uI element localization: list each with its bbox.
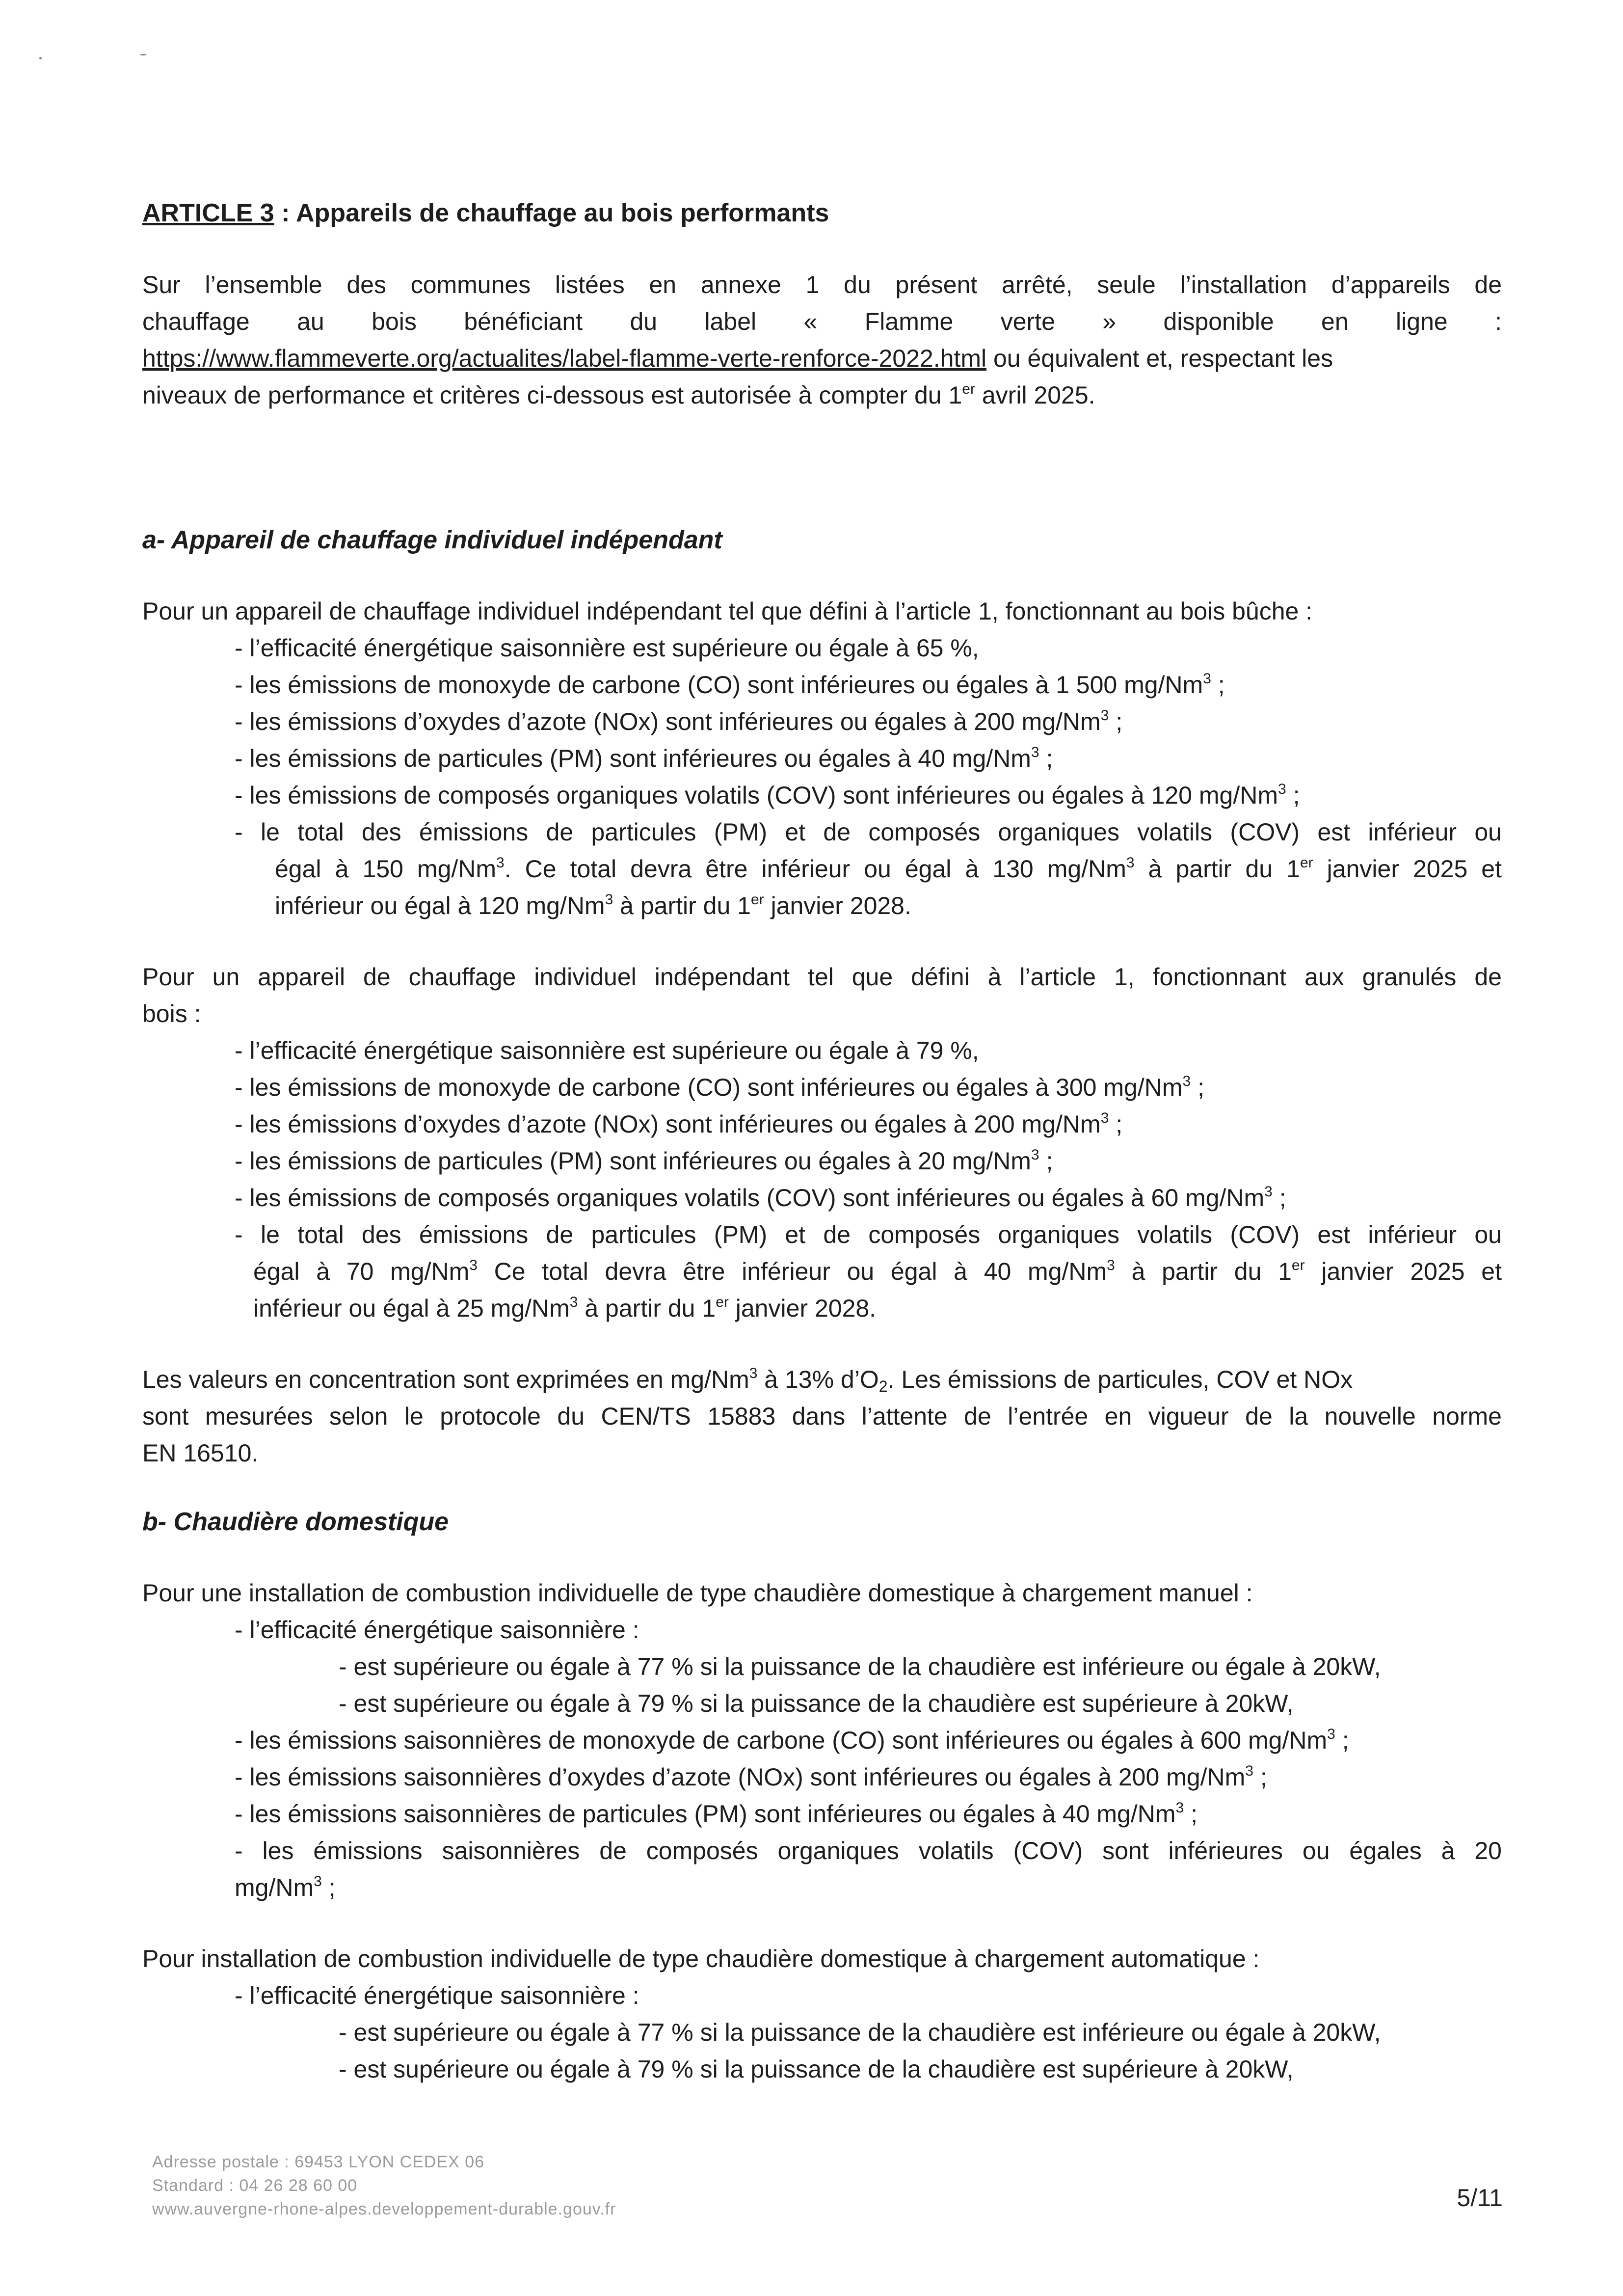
footer-website: www.auvergne-rhone-alpes.developpement-durable.gouv.fr xyxy=(152,2200,616,2218)
intro-line: niveaux de performance et critères ci-dessous est autorisée à compter du 1er avril 2025. xyxy=(142,381,1095,409)
list-item: - les émissions de particules (PM) sont inférieures ou égales à 20 mg/Nm$^3$ ; xyxy=(235,1147,1053,1175)
list-item: - l’efficacité énergétique saisonnière est supérieure ou égale à 65 %, xyxy=(235,634,979,662)
paragraph-line: Les valeurs en concentration sont exprimées en mg/Nm$^3$ à 13% $d’O_2$. Les émissions de particules, COV et NOx xyxy=(142,1365,1353,1395)
list-item: - les émissions d’oxydes d’azote (NOx) sont inférieures ou égales à 200 mg/Nm$^3$ ; xyxy=(235,707,1123,735)
list-item-continuation: inférieur ou égal à 25 mg/Nm$^3$ à partir du 1er janvier 2028. xyxy=(253,1294,877,1322)
list-item-continuation: égal à 150 mg/Nm$^3$. Ce total devra être inférieur ou égal à 130 mg/Nm$^3$ à partir du 1er janvier 2025 et xyxy=(275,855,1502,883)
list-item: - les émissions saisonnières d’oxydes d’azote (NOx) sont inférieures ou égales à 200 mg/Nm$^3$ ; xyxy=(235,1763,1267,1791)
sub-list-item: - est supérieure ou égale à 77 % si la puissance de la chaudière est inférieure ou égale à 20kW, xyxy=(339,2019,1381,2046)
list-item: - les émissions saisonnières de monoxyde de carbone (CO) sont inférieures ou égales à 600 mg/Nm$^3$ ; xyxy=(235,1726,1349,1754)
intro-line: https://www.flammeverte.org/actualites/label-flamme-verte-renforce-2022.html ou équivalent et, respectant les xyxy=(142,345,1333,372)
section-a-title: a- Appareil de chauffage individuel indépendant xyxy=(142,526,722,554)
list-item: - l’efficacité énergétique saisonnière : xyxy=(235,1616,639,1644)
list-item: - les émissions de particules (PM) sont inférieures ou égales à 40 mg/Nm$^3$ ; xyxy=(235,744,1053,772)
list-item-continuation: inférieur ou égal à 120 mg/Nm$^3$ à partir du 1er janvier 2028. xyxy=(275,891,911,919)
list-item-continuation: égal à 70 mg/Nm$^3$ Ce total devra être inférieur ou égal à 40 mg/Nm$^3$ à partir du 1er janvier 2025 et xyxy=(253,1257,1502,1285)
paragraph-line: Pour un appareil de chauffage individuel indépendant tel que défini à l’article 1, fonctionnant au bois bûche : xyxy=(142,597,1313,625)
list-item: - l’efficacité énergétique saisonnière est supérieure ou égale à 79 %, xyxy=(235,1037,979,1064)
paragraph-line: sont mesurées selon le protocole du CEN/TS 15883 dans l’attente de l’entrée en vigueur de la nouvelle norme xyxy=(142,1403,1502,1430)
scan-speck xyxy=(39,57,42,59)
list-item: - les émissions de composés organiques volatils (COV) sont inférieures ou égales à 120 mg/Nm$^3$ ; xyxy=(235,781,1300,809)
paragraph-line: bois : xyxy=(142,1000,201,1027)
list-item: - les émissions saisonnières de particules (PM) sont inférieures ou égales à 40 mg/Nm$^3$ ; xyxy=(235,1800,1197,1828)
intro-line: chauffage au bois bénéficiant du label « Flamme verte » disponible en ligne : xyxy=(142,308,1502,335)
paragraph-line: Pour une installation de combustion individuelle de type chaudière domestique à chargement manuel : xyxy=(142,1579,1253,1607)
list-item-continuation: mg/Nm$^3$ ; xyxy=(235,1873,336,1901)
scan-speck xyxy=(140,54,147,55)
paragraph-line: Pour un appareil de chauffage individuel indépendant tel que défini à l’article 1, fonctionnant aux granulés de xyxy=(142,963,1502,991)
list-item: - le total des émissions de particules (PM) et de composés organiques volatils (COV) est inférieur ou xyxy=(235,818,1502,846)
list-item: - les émissions saisonnières de composés organiques volatils (COV) sont inférieures ou égales à 20 xyxy=(235,1837,1502,1864)
section-b-title: b- Chaudière domestique xyxy=(142,1508,449,1536)
footer-phone: Standard : 04 26 28 60 00 xyxy=(152,2176,358,2195)
paragraph-line: Pour installation de combustion individuelle de type chaudière domestique à chargement automatique : xyxy=(142,1945,1260,1972)
list-item: - les émissions de monoxyde de carbone (CO) sont inférieures ou égales à 1 500 mg/Nm$^3$ ; xyxy=(235,671,1225,699)
page-number: 5/11 xyxy=(1457,2184,1503,2212)
list-item: - les émissions de monoxyde de carbone (CO) sont inférieures ou égales à 300 mg/Nm$^3$ ; xyxy=(235,1073,1204,1101)
list-item: - l’efficacité énergétique saisonnière : xyxy=(235,1982,639,2009)
flamme-verte-link[interactable]: https://www.flammeverte.org/actualites/label-flamme-verte-renforce-2022.html xyxy=(142,345,987,372)
list-item: - les émissions d’oxydes d’azote (NOx) sont inférieures ou égales à 200 mg/Nm$^3$ ; xyxy=(235,1110,1123,1138)
article-title: ARTICLE 3 : Appareils de chauffage au bois performants xyxy=(142,199,829,227)
sub-list-item: - est supérieure ou égale à 79 % si la puissance de la chaudière est supérieure à 20kW, xyxy=(339,2055,1294,2083)
list-item: - le total des émissions de particules (PM) et de composés organiques volatils (COV) est inférieur ou xyxy=(235,1221,1502,1248)
footer-address: Adresse postale : 69453 LYON CEDEX 06 xyxy=(152,2153,485,2171)
sub-list-item: - est supérieure ou égale à 79 % si la puissance de la chaudière est supérieure à 20kW, xyxy=(339,1690,1294,1717)
paragraph-line: EN 16510. xyxy=(142,1439,259,1467)
intro-line: Sur l’ensemble des communes listées en annexe 1 du présent arrêté, seule l’installation d’appareils de xyxy=(142,271,1502,298)
list-item: - les émissions de composés organiques volatils (COV) sont inférieures ou égales à 60 mg/Nm$^3$ ; xyxy=(235,1184,1286,1212)
sub-list-item: - est supérieure ou égale à 77 % si la puissance de la chaudière est inférieure ou égale à 20kW, xyxy=(339,1653,1381,1680)
